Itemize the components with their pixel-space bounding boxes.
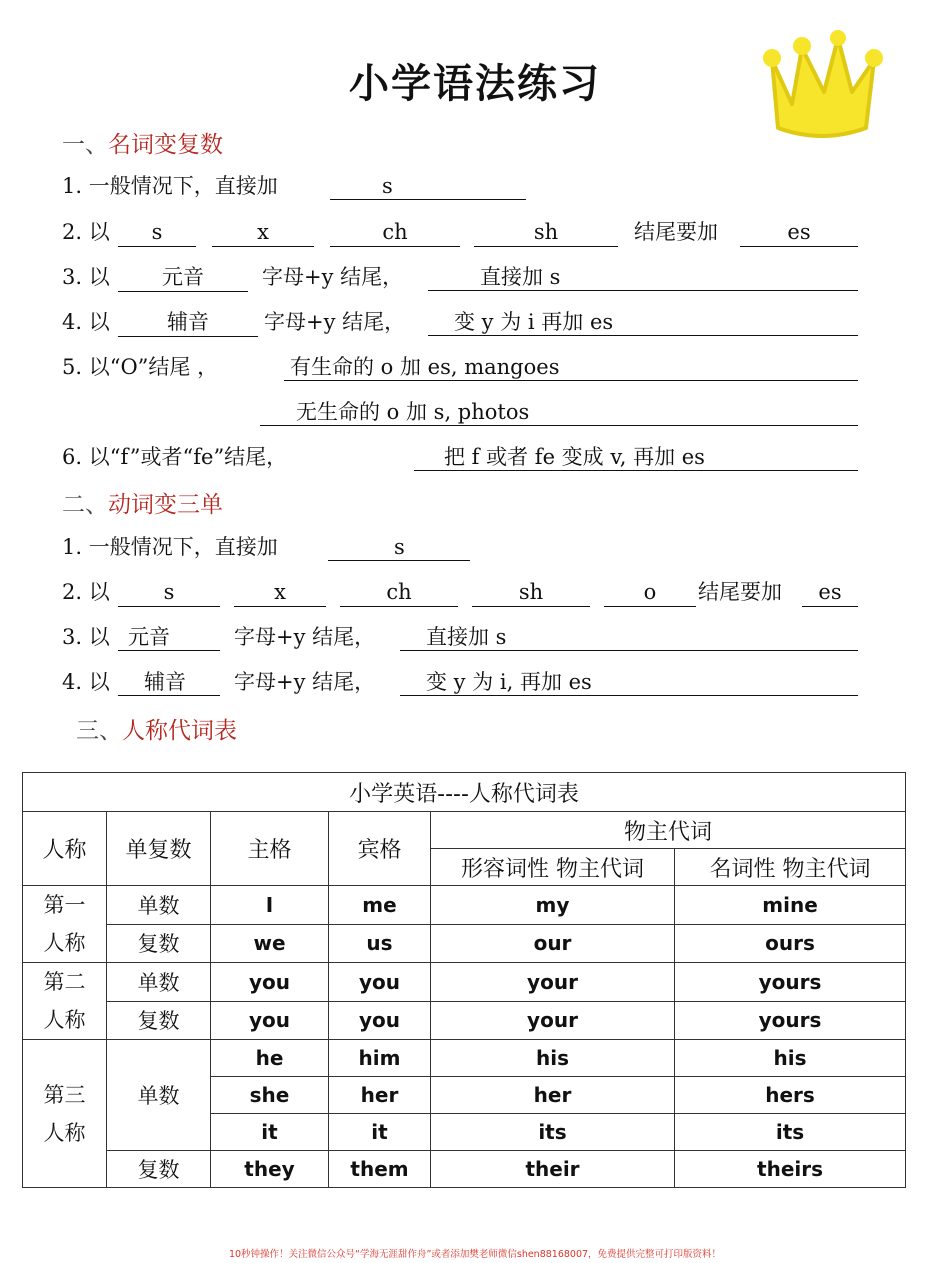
answer-blank: 辅音 — [118, 306, 258, 337]
answer-blank: 有生命的 o 加 es, mangoes — [284, 351, 858, 381]
answer-blank: 元音 — [118, 621, 220, 651]
noun-possessive-cell: ours — [675, 924, 906, 963]
object-cell: her — [329, 1077, 431, 1114]
object-cell: him — [329, 1040, 431, 1077]
answer-blank: 变 y 为 i 再加 es — [428, 306, 858, 336]
subject-cell: you — [211, 1001, 329, 1040]
table-row — [23, 924, 906, 963]
answer-blank: x — [234, 576, 326, 607]
answer-blank: s — [330, 170, 526, 200]
header-number: 单复数 — [107, 812, 211, 886]
adjective-possessive-cell: his — [431, 1040, 675, 1077]
object-cell: me — [329, 886, 431, 925]
footer-notice: 10秒钟操作！关注微信公众号“学海无涯甜作舟”或者添加樊老师微信shen88168007，免费提供完整可打印版资料！ — [228, 1249, 722, 1260]
noun-possessive-cell: yours — [675, 1001, 906, 1040]
answer-blank: es — [802, 576, 858, 607]
table-row — [23, 1040, 906, 1077]
adjective-possessive-cell: your — [431, 1001, 675, 1040]
object-cell: it — [329, 1114, 431, 1151]
answer-blank: ch — [330, 216, 460, 247]
subject-cell: I — [211, 886, 329, 925]
person-first: 第一 人称 — [23, 886, 107, 963]
crown-icon — [758, 30, 888, 142]
subject-cell: they — [211, 1151, 329, 1188]
header-possessive: 物主代词 — [431, 812, 906, 849]
section-heading-plural-nouns: 一、名词变复数 — [62, 132, 223, 158]
answer-blank: s — [328, 531, 470, 561]
noun-possessive-cell: mine — [675, 886, 906, 925]
answer-blank: 把 f 或者 fe 变成 v, 再加 es — [414, 441, 858, 471]
header-person: 人称 — [23, 812, 107, 886]
answer-blank: o — [604, 576, 696, 607]
answer-blank: x — [212, 216, 314, 247]
subject-cell: it — [211, 1114, 329, 1151]
adjective-possessive-cell: its — [431, 1114, 675, 1151]
number-cell: 复数 — [107, 1151, 211, 1188]
person-third: 第三 人称 — [23, 1040, 107, 1188]
header-object: 宾格 — [329, 812, 431, 886]
adjective-possessive-cell: your — [431, 963, 675, 1002]
number-cell: 单数 — [107, 886, 211, 925]
table-caption: 小学英语----人称代词表 — [23, 773, 906, 812]
page-title: 小学语法练习 — [349, 61, 601, 107]
object-cell: us — [329, 924, 431, 963]
answer-blank: 变 y 为 i, 再加 es — [400, 666, 858, 696]
number-cell: 单数 — [107, 1040, 211, 1151]
answer-blank: s — [118, 576, 220, 607]
table-row — [23, 963, 906, 1002]
table-row — [23, 886, 906, 925]
noun-possessive-cell: his — [675, 1040, 906, 1077]
section-heading-third-person-verbs: 二、动词变三单 — [62, 492, 223, 518]
section-heading-pronoun-table: 三、人称代词表 — [76, 718, 237, 744]
header-subject: 主格 — [211, 812, 329, 886]
answer-blank: 元音 — [118, 261, 248, 292]
subject-cell: he — [211, 1040, 329, 1077]
adjective-possessive-cell: their — [431, 1151, 675, 1188]
number-cell: 复数 — [107, 924, 211, 963]
noun-possessive-cell: its — [675, 1114, 906, 1151]
object-cell: them — [329, 1151, 431, 1188]
noun-possessive-cell: yours — [675, 963, 906, 1002]
adjective-possessive-cell: her — [431, 1077, 675, 1114]
answer-blank: sh — [472, 576, 590, 607]
subject-cell: we — [211, 924, 329, 963]
answer-blank: s — [118, 216, 196, 247]
noun-possessive-cell: hers — [675, 1077, 906, 1114]
object-cell: you — [329, 1001, 431, 1040]
answer-blank: es — [740, 216, 858, 247]
table-row — [23, 1001, 906, 1040]
header-adjective-possessive: 形容词性 物主代词 — [431, 849, 675, 886]
pronoun-table — [22, 772, 906, 1188]
subject-cell: you — [211, 963, 329, 1002]
header-noun-possessive: 名词性 物主代词 — [675, 849, 906, 886]
noun-possessive-cell: theirs — [675, 1151, 906, 1188]
object-cell: you — [329, 963, 431, 1002]
person-second: 第二 人称 — [23, 963, 107, 1040]
answer-blank: 直接加 s — [428, 261, 858, 291]
subject-cell: she — [211, 1077, 329, 1114]
answer-blank: sh — [474, 216, 618, 247]
answer-blank: 辅音 — [118, 666, 220, 696]
answer-blank: 无生命的 o 加 s, photos — [260, 396, 858, 426]
number-cell: 单数 — [107, 963, 211, 1002]
adjective-possessive-cell: my — [431, 886, 675, 925]
answer-blank: ch — [340, 576, 458, 607]
number-cell: 复数 — [107, 1001, 211, 1040]
table-row — [23, 1151, 906, 1188]
adjective-possessive-cell: our — [431, 924, 675, 963]
answer-blank: 直接加 s — [400, 621, 858, 651]
